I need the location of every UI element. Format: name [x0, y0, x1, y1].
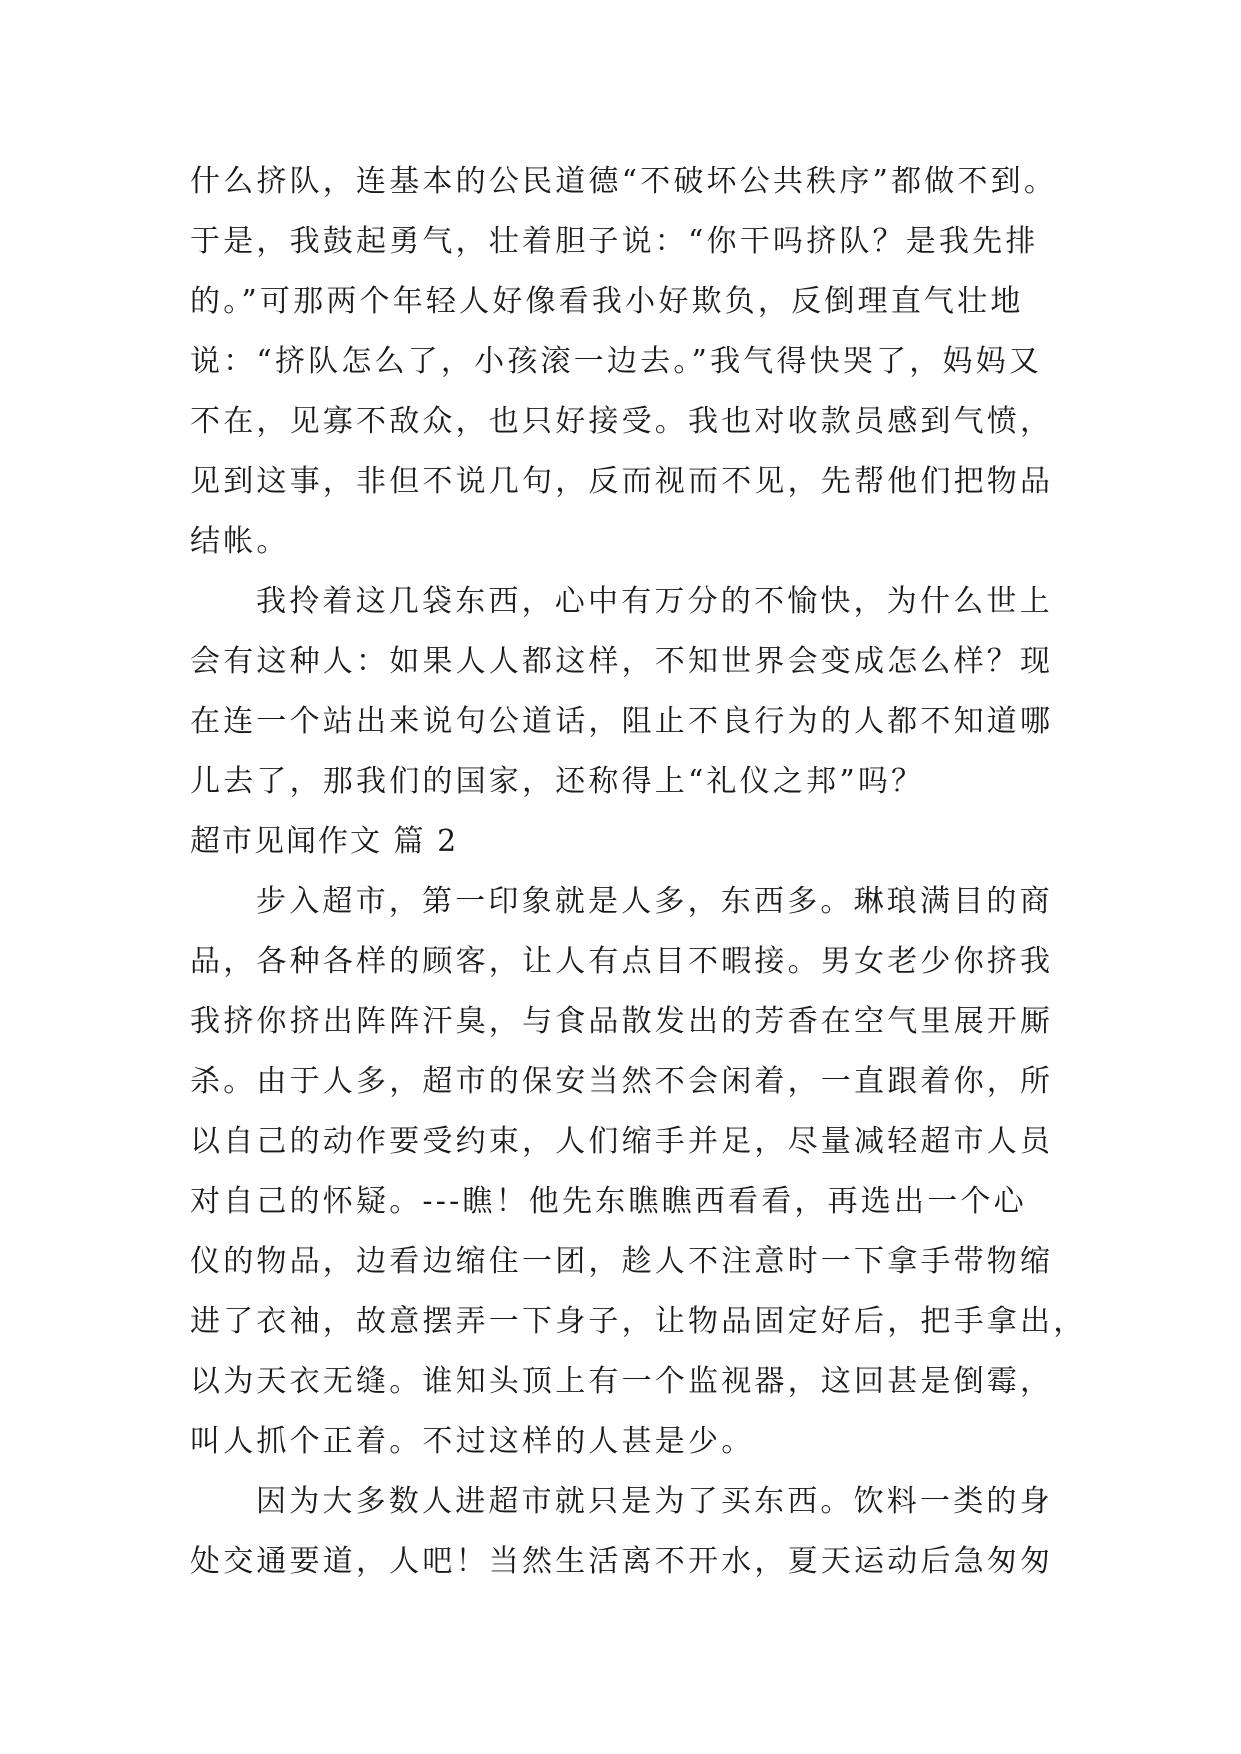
section-heading: 超市见闻作文 篇 2 — [190, 824, 459, 859]
text-line: 的。”可那两个年轻人好像看我小好欺负，反倒理直气壮地 — [190, 284, 1024, 319]
text-line: 以自己的动作要受约束，人们缩手并足，尽量减轻超市人员 — [190, 1124, 1054, 1159]
paragraph — [190, 572, 1052, 812]
paragraph — [190, 872, 1087, 1472]
text-line: 会有这种人：如果人人都这样，不知世界会变成怎么样？现 — [190, 644, 1054, 679]
text-line: 叫人抓个正着。不过这样的人甚是少。 — [190, 1424, 755, 1459]
text-line: 于是，我鼓起勇气，壮着胆子说：“你干吗挤队？是我先排 — [190, 224, 1039, 259]
text-line: 不在，见寡不敌众，也只好接受。我也对收款员感到气愤， — [190, 404, 1054, 439]
text-line: 结帐。 — [190, 524, 290, 559]
text-line: 进了衣袖，故意摆弄一下身子，让物品固定好后，把手拿出， — [190, 1304, 1087, 1339]
text-line: 杀。由于人多，超市的保安当然不会闲着，一直跟着你，所 — [190, 1064, 1054, 1099]
text-line: 品，各种各样的顾客，让人有点目不暇接。男女老少你挤我 — [190, 944, 1054, 979]
text-line: 见到这事，非但不说几句，反而视而不见，先帮他们把物品 — [190, 464, 1054, 499]
text-line: 处交通要道，人吧！当然生活离不开水，夏天运动后急匆匆 — [190, 1544, 1054, 1579]
text-line: 对自己的怀疑。---瞧！他先东瞧瞧西看看，再选出一个心 — [190, 1184, 1027, 1219]
text-line: 我拎着这几袋东西，心中有万分的不愉快，为什么世上 — [256, 584, 1053, 619]
paragraph — [190, 1472, 1052, 1592]
paragraph-continued — [190, 152, 1058, 572]
text-line: 说：“挤队怎么了，小孩滚一边去。”我气得快哭了，妈妈又 — [190, 344, 1043, 379]
text-line: 因为大多数人进超市就只是为了买东西。饮料一类的身 — [256, 1484, 1053, 1519]
text-line: 什么挤队，连基本的公民道德“不破坏公共秩序”都做不到。 — [190, 164, 1058, 199]
text-line: 步入超市，第一印象就是人多，东西多。琳琅满目的商 — [256, 884, 1053, 919]
document-page — [190, 152, 1087, 1592]
text-line: 以为天衣无缝。谁知头顶上有一个监视器，这回甚是倒霉， — [190, 1364, 1054, 1399]
text-line: 我挤你挤出阵阵汗臭，与食品散发出的芳香在空气里展开厮 — [190, 1004, 1054, 1039]
text-line: 仪的物品，边看边缩住一团，趁人不注意时一下拿手带物缩 — [190, 1244, 1054, 1279]
text-line: 儿去了，那我们的国家，还称得上“礼仪之邦”吗？ — [190, 764, 925, 799]
text-line: 在连一个站出来说句公道话，阻止不良行为的人都不知道哪 — [190, 704, 1054, 739]
